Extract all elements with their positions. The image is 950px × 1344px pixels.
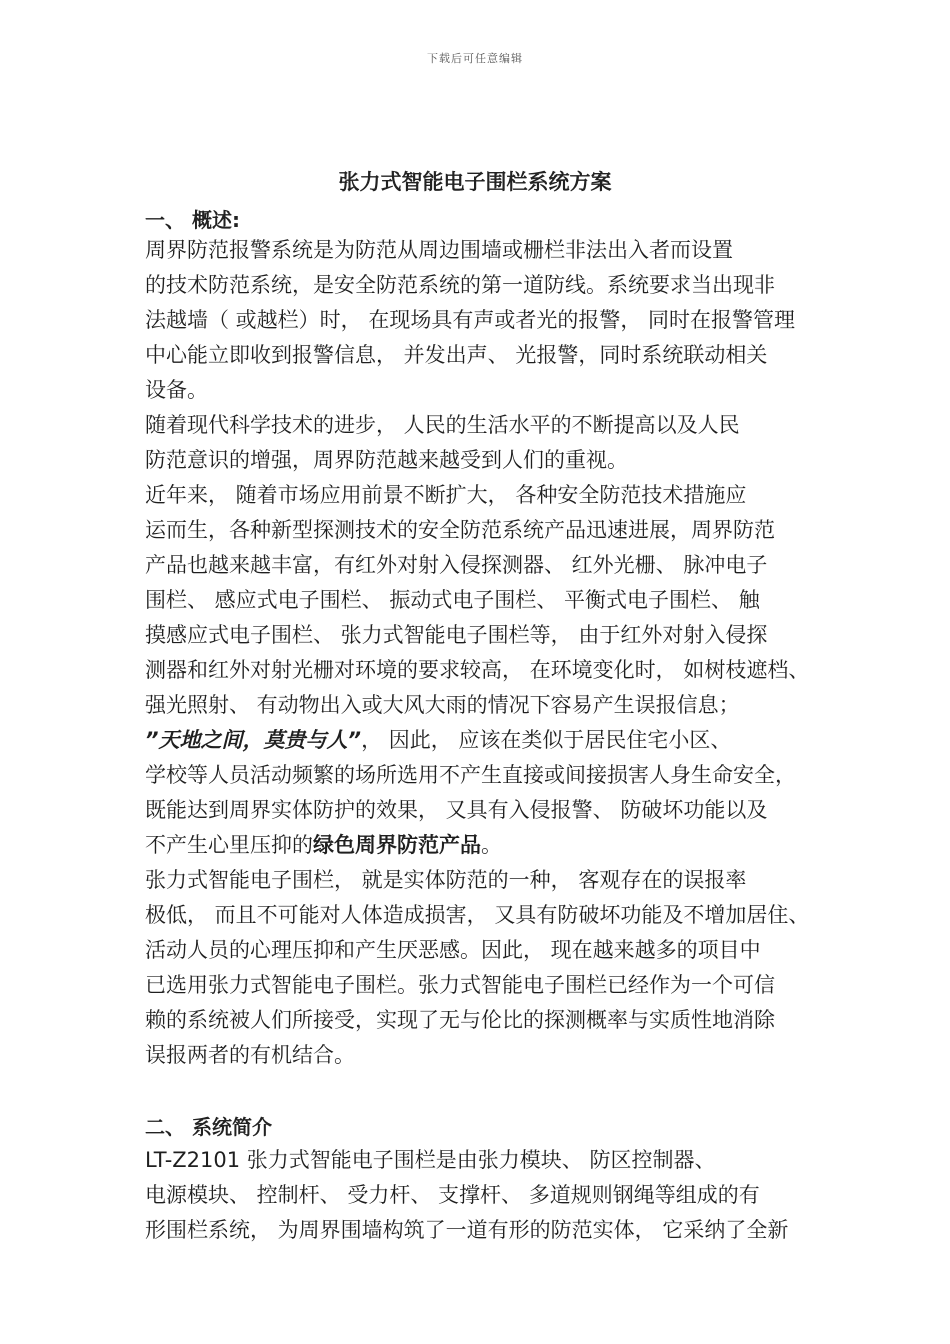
- page-header: 下载后可任意编辑: [427, 52, 523, 65]
- text-prefix: 不产生心里压抑的: [145, 833, 313, 857]
- paragraph-line: 极低， 而且不可能对人体造成损害， 又具有防破坏功能及不增加居住、: [145, 903, 810, 927]
- paragraph-line: 强光照射、 有动物出入或大风大雨的情况下容易产生误报信息；: [145, 693, 740, 717]
- bold-quote: ”天地之间，莫贵与人”: [145, 728, 362, 752]
- quote-line: [145, 723, 731, 757]
- bold-green-product: 绿色周界防范产品: [313, 833, 481, 857]
- paragraph-line: 张力式智能电子围栏， 就是实体防范的一种， 客观存在的误报率: [145, 868, 747, 892]
- paragraph-line: 摸感应式电子围栏、 张力式智能电子围栏等， 由于红外对射入侵探: [145, 623, 768, 647]
- paragraph-line: 近年来， 随着市场应用前景不断扩大， 各种安全防范技术措施应: [145, 483, 747, 507]
- paragraph-line: 活动人员的心理压抑和产生厌恶感。因此， 现在越来越多的项目中: [145, 938, 761, 962]
- section-heading-system-intro: 二、 系统简介: [145, 1115, 272, 1139]
- quote-continuation: ， 因此， 应该在类似于居民住宅小区、: [361, 728, 732, 752]
- paragraph-line: 已选用张力式智能电子围栏。张力式智能电子围栏已经作为一个可信: [145, 973, 775, 997]
- paragraph-line: 中心能立即收到报警信息， 并发出声、 光报警，同时系统联动相关: [145, 343, 768, 367]
- paragraph-line: 随着现代科学技术的进步， 人民的生活水平的不断提高以及人民: [145, 413, 740, 437]
- paragraph-line: 周界防范报警系统是为防范从周边围墙或栅栏非法出入者而设置: [145, 238, 733, 262]
- paragraph-line: 设备。: [145, 378, 208, 402]
- paragraph-line: 学校等人员活动频繁的场所选用不产生直接或间接损害人身生命安全，: [145, 763, 796, 787]
- paragraph-line: 运而生，各种新型探测技术的安全防范系统产品迅速进展，周界防范: [145, 518, 775, 542]
- paragraph-line: LT-Z2101 张力式智能电子围栏是由张力模块、 防区控制器、: [145, 1148, 716, 1172]
- paragraph-line: 测器和红外对射光栅对环境的要求较高， 在环境变化时， 如树枝遮档、: [145, 658, 810, 682]
- green-product-line: [145, 828, 502, 862]
- paragraph-line: 产品也越来越丰富，有红外对射入侵探测器、 红外光栅、 脉冲电子: [145, 553, 768, 577]
- document-title: 张力式智能电子围栏系统方案: [338, 170, 612, 194]
- paragraph-line: 误报两者的有机结合。: [145, 1043, 355, 1067]
- text-suffix: 。: [481, 833, 502, 857]
- section-heading-overview: 一、 概述:: [145, 208, 240, 232]
- paragraph-line: 围栏、 感应式电子围栏、 振动式电子围栏、 平衡式电子围栏、 触: [145, 588, 760, 612]
- paragraph-line: 防范意识的增强，周界防范越来越受到人们的重视。: [145, 448, 628, 472]
- paragraph-line: 形围栏系统， 为周界围墙构筑了一道有形的防范实体， 它采纳了全新: [145, 1218, 789, 1242]
- paragraph-line: 赖的系统被人们所接受，实现了无与伦比的探测概率与实质性地消除: [145, 1008, 775, 1032]
- paragraph-line: 既能达到周界实体防护的效果， 又具有入侵报警、 防破坏功能以及: [145, 798, 768, 822]
- paragraph-line: 法越墙（ 或越栏）时， 在现场具有声或者光的报警， 同时在报警管理: [145, 308, 796, 332]
- paragraph-line: 的技术防范系统，是安全防范系统的第一道防线。系统要求当出现非: [145, 273, 775, 297]
- paragraph-line: 电源模块、 控制杆、 受力杆、 支撑杆、 多道规则钢绳等组成的有: [145, 1183, 760, 1207]
